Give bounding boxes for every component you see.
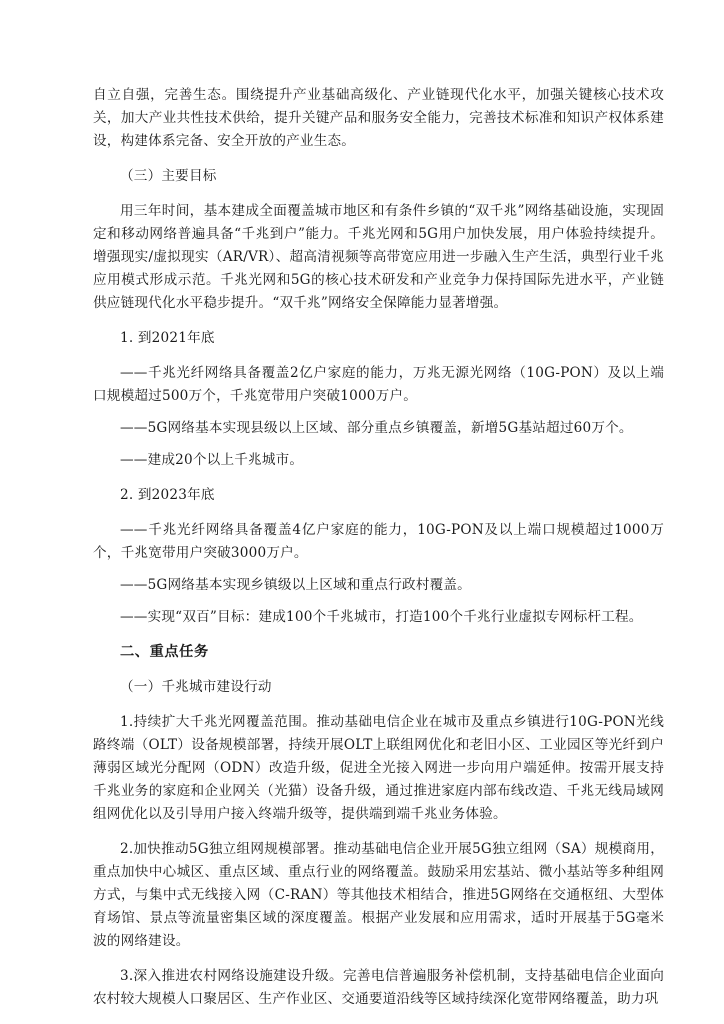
subsection-1-title: （一）千兆城市建设行动	[120, 679, 272, 695]
goal-2021-title: 1. 到2021年底	[120, 330, 215, 346]
goal-2023-item-3: ——实现“双百”目标：建成100个千兆城市，打造100个千兆行业虚拟专网标杆工程。	[120, 609, 643, 625]
paragraph-intro: 自立自强，完善生态。围绕提升产业基础高级化、产业链现代化水平，加强关键核心技术攻关，加大产业共性技术供给，提升关键产品和服务安全能力，完善技术标准和知识产权体系建设，构建体系完备、安全开放的产业生态。	[93, 87, 664, 149]
goal-2021-item-2: ——5G网络基本实现县级以上区域、部分重点乡镇覆盖，新增5G基站超过60万个。	[120, 420, 633, 436]
task-3-paragraph: 3.深入推进农村网络设施建设升级。完善电信普遍服务补偿机制，支持基础电信企业面向农村较大规模人口聚居区、生产作业区、交通要道沿线等区域持续深化宽带网络覆盖，助力巩	[93, 968, 664, 1007]
section-3-title: （三）主要目标	[120, 168, 217, 184]
section-two-title: 二、重点任务	[120, 644, 209, 660]
goal-2023-item-1: ——千兆光纤网络具备覆盖4亿户家庭的能力，10G-PON及以上端口规模超过1000万个，千兆宽带用户突破3000万户。	[93, 522, 664, 561]
goal-2021-item-1: ——千兆光纤网络具备覆盖2亿户家庭的能力，万兆无源光网络（10G-PON）及以上端口规模超过500万个，千兆宽带用户突破1000万户。	[93, 365, 664, 404]
goal-2021-item-3: ——建成20个以上千兆城市。	[120, 452, 304, 468]
task-1-paragraph: 1.持续扩大千兆光网覆盖范围。推动基础电信企业在城市及重点乡镇进行10G-PON光线路终端（OLT）设备规模部署，持续开展OLT上联组网优化和老旧小区、工业园区等光纤到户薄弱区域光分配网（ODN）改造升级，促进全光接入网进一步向用户端延伸。按需开展支持千兆业务的家庭和企业网关（光猫）设备升级，通过推进家庭内部布线改造、千兆无线局域网组网优化以及引导用户接入终端升级等，提供端到端千兆业务体验。	[93, 714, 664, 822]
goal-2023-item-2: ——5G网络基本实现乡镇级以上区域和重点行政村覆盖。	[120, 577, 471, 593]
goal-2023-title: 2. 到2023年底	[120, 487, 215, 503]
paragraph-goals: 用三年时间，基本建成全面覆盖城市地区和有条件乡镇的“双千兆”网络基础设施，实现固定和移动网络普遍具备“千兆到户”能力。千兆光网和5G用户加快发展，用户体验持续提升。增强现实/虚拟现实（AR/VR）、超高清视频等高带宽应用进一步融入生产生活，典型行业千兆应用模式形成示范。千兆光网和5G的核心技术研发和产业竞争力保持国际先进水平，产业链供应链现代化水平稳步提升。“双千兆”网络安全保障能力显著增强。	[93, 203, 664, 311]
task-2-paragraph: 2.加快推动5G独立组网规模部署。推动基础电信企业开展5G独立组网（SA）规模商用，重点加快中心城区、重点区域、重点行业的网络覆盖。鼓励采用宏基站、微小基站等多种组网方式，与集中式无线接入网（C-RAN）等其他技术相结合，推进5G网络在交通枢纽、大型体育场馆、景点等流量密集区域的深度覆盖。根据产业发展和应用需求，适时开展基于5G毫米波的网络建设。	[93, 841, 664, 949]
